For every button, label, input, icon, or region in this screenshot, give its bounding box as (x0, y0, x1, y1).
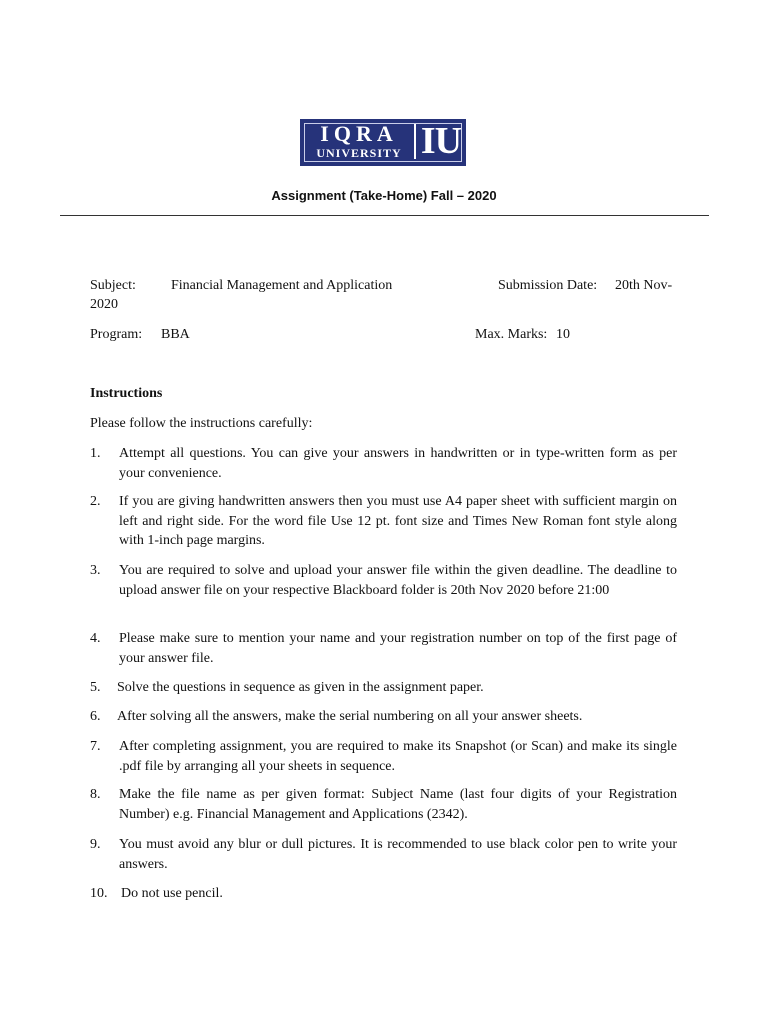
instruction-number: 7. (90, 739, 101, 754)
logo-mark: IU (420, 120, 462, 162)
instruction-text: Attempt all questions. You can give your answers in handwritten or in type-written form as per your convenience. (119, 446, 677, 481)
instruction-number: 6. (90, 709, 101, 724)
instruction-text: You must avoid any blur or dull pictures. It is recommended to use black color pen to write your answers. (119, 837, 677, 872)
marks-value: 10 (556, 327, 570, 342)
instructions-heading: Instructions (90, 386, 163, 401)
instruction-text: After completing assignment, you are required to make its Snapshot (or Scan) and make its single .pdf file by arranging all your sheets in sequence. (119, 739, 677, 774)
university-logo (300, 119, 466, 166)
subject-label: Subject: (90, 278, 136, 293)
logo-word-top: IQRA (320, 121, 398, 146)
instruction-text: After solving all the answers, make the serial numbering on all your answer sheets. (117, 709, 583, 724)
instruction-number: 10. (90, 886, 108, 901)
instruction-number: 4. (90, 631, 101, 646)
logo-separator (414, 124, 416, 159)
instruction-number: 3. (90, 563, 101, 578)
logo-word-bottom: UNIVERSITY (316, 146, 402, 160)
instructions-intro: Please follow the instructions carefully: (90, 416, 313, 431)
title-divider (60, 215, 709, 216)
instruction-number: 1. (90, 446, 101, 461)
document-title: Assignment (Take-Home) Fall – 2020 (271, 188, 497, 203)
submission-value: 20th Nov- (615, 278, 673, 293)
program-value: BBA (161, 327, 190, 342)
program-label: Program: (90, 327, 143, 342)
instruction-text: Please make sure to mention your name and your registration number on top of the first page of your answer file. (119, 631, 677, 666)
marks-label: Max. Marks: (475, 327, 548, 342)
instruction-text: Solve the questions in sequence as given in the assignment paper. (117, 680, 484, 695)
instruction-number: 8. (90, 787, 101, 802)
instruction-text: Make the file name as per given format: Subject Name (last four digits of your Registration Number) e.g. Financial Management and Applications (2342). (119, 787, 677, 822)
instruction-number: 9. (90, 837, 101, 852)
instruction-number: 5. (90, 680, 101, 695)
instruction-text: You are required to solve and upload your answer file within the given deadline. The deadline to upload answer file on your respective Blackboard folder is 20th Nov 2020 before 21:00 (119, 563, 677, 598)
instruction-text: Do not use pencil. (121, 886, 223, 901)
submission-year: 2020 (90, 297, 118, 312)
instruction-number: 2. (90, 494, 101, 509)
subject-value: Financial Management and Application (171, 278, 393, 293)
submission-label: Submission Date: (498, 278, 598, 293)
instruction-text: If you are giving handwritten answers then you must use A4 paper sheet with sufficient margin on left and right side. For the word file Use 12 pt. font size and Times New Roman font style along with 1-inch page margins. (119, 494, 677, 548)
